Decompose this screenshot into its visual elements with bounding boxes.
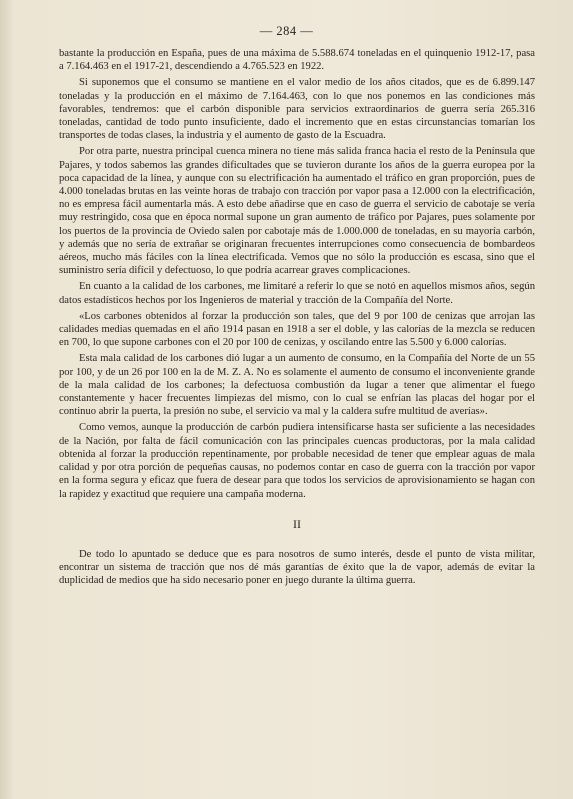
section-heading: II	[293, 516, 301, 531]
paragraph-4: En cuanto a la calidad de los carbones, me limitaré a referir lo que se notó en aquellos mismos años, según datos estadísticos hechos por los Ingenieros de material y tracción de la Compañía del Norte.	[59, 281, 535, 306]
paragraph-6-quote: Esta mala calidad de los carbones dió lugar a un aumento de consumo, en la Compañía del Norte de un 55 por 100, y de un 26 por 100 en la de M. Z. A. No es solamente el aumento de consumo el inconveniente grande de la mala calidad de los carbones; la defectuosa combustión da lugar a tener que alimentar el fuego constantemente y hacer frecuentes limpiezas del mismo, con lo cual se enfrían las placas del hogar por el continuo abrir la puerta, la presión no sube, el servicio va mal y la caldera sufre multitud de averías».	[59, 353, 535, 418]
paragraph-3: Por otra parte, nuestra principal cuenca minera no tiene más salida franca hacia el resto de la Península que Pajares, y todos sabemos las grandes dificultades que se tuvieron durante los años de la guerra europea por la poca capacidad de la línea, y aunque con su electrificación ha aumentado el tráfico en gran proporción, pues de 4.000 toneladas brutas en las veinte horas de trabajo con tracción por vapor pasa a 12.000 con la electrificación, no es empresa fácil aumentarla más. A esto debe añadirse que en caso de guerra el servicio de cabotaje se vería muy restringido, cosa que en época normal supone un gran aumento de tráfico por Pajares, pues solamente por los puertos de la provincia de Oviedo salen por cabotaje más de 1.000.000 de toneladas, en su mayoría carbón, y además que no sería de extrañar se originaran frecuentes interrupciones como consecuencia de bombardeos aéreos, mucho más fáciles con la línea electrificada. Vemos que no sólo la producción es escasa, sino que el suministro sería difícil y defectuoso, lo que podría acarrear graves complicaciones.	[59, 146, 535, 277]
page-number: — 284 —	[259, 24, 314, 38]
body-text	[59, 47, 535, 591]
paragraph-final: De todo lo apuntado se deduce que es para nosotros de sumo interés, desde el punto de vista militar, encontrar un sistema de tracción que nos dé más garantías de éxito que la de vapor, además de evitar la duplicidad de medios que ha sido necesario poner en juego durante la última guerra.	[59, 548, 535, 587]
paragraph-7: Como vemos, aunque la producción de carbón pudiera intensificarse hasta ser suficiente a las necesidades de la Nación, por falta de fácil comunicación con las principales cuencas productoras, por la mala calidad obtenida al forzar la producción repentinamente, por probable necesidad de tener que emplear aguas de mala calidad y por otra porción de pequeñas causas, no podemos contar en caso de guerra con la tracción por vapor en la forma segura y eficaz que fuera de desear para que todos los servicios de aprovisionamiento se hagan con la rapidez y exactitud que requiere una campaña moderna.	[59, 422, 535, 500]
paragraph-2: Si suponemos que el consumo se mantiene en el valor medio de los años citados, que es de 6.899.147 toneladas y la producción en el máximo de 7.164.463, con lo que nos ponemos en las condiciones más favorables, tendremos: que el carbón disponible para servicios extraordinarios de guerra sería 265.316 toneladas, cantidad de todo punto insuficiente, dado el incremento que en estas circunstancias tomarían los transportes de todas clases, la industria y el aumento de gasto de la Escuadra.	[59, 77, 535, 142]
paragraph-1: bastante la producción en España, pues de una máxima de 5.588.674 toneladas en el quinquenio 1912-17, pasa a 7.164.463 en el 1917-21, descendiendo a 4.765.523 en 1922.	[59, 48, 535, 73]
paragraph-5-quote: «Los carbones obtenidos al forzar la producción son tales, que del 9 por 100 de cenizas que arrojan las calidades medias quemadas en el año 1914 pasan en 1918 a ser el doble, y las calorías de la mezcla se reducen en 700, lo que supone carbones con el 20 por 100 de cenizas, y oscilando entre las 5.500 y 6.000 calorías.	[59, 310, 535, 349]
